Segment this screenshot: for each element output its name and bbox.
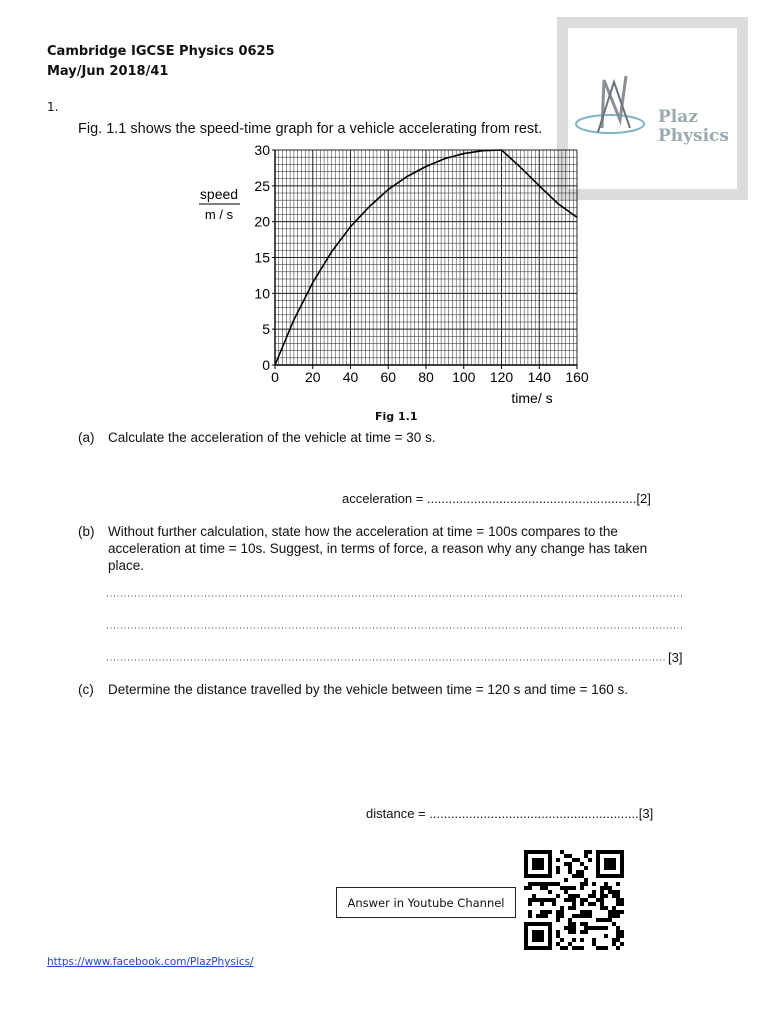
part-b-line1: Without further calculation, state how the acceleration at time = 100s compares to the (108, 524, 618, 539)
logo-text: Plaz Physics (658, 107, 729, 146)
x-tick-label: 60 (380, 369, 397, 385)
y-tick-label: 10 (254, 285, 270, 302)
qr-code-icon[interactable] (521, 850, 627, 950)
y-tick-label: 30 (254, 142, 270, 158)
x-tick-label: 20 (304, 369, 321, 385)
x-tick-label: 160 (565, 369, 589, 385)
part-a-text: Calculate the acceleration of the vehicle at time = 30 s. (108, 430, 436, 445)
y-tick-label: 15 (254, 249, 270, 266)
figure-caption: Fig 1.1 (375, 410, 418, 423)
x-axis-label: time/ s (511, 390, 553, 406)
header-session: May/Jun 2018/41 (47, 64, 169, 79)
distance-answer-line[interactable]: distance = ..........................................................[3] (366, 806, 654, 821)
acceleration-answer-line[interactable]: acceleration = ..........................................................[2] (342, 491, 651, 506)
part-a-label: (a) (78, 430, 95, 445)
header-course: Cambridge IGCSE Physics 0625 (47, 44, 275, 59)
x-tick-label: 100 (452, 369, 476, 385)
y-tick-label: 25 (254, 177, 270, 194)
part-b-marks: [3] (668, 650, 683, 665)
speed-time-chart (190, 140, 610, 410)
part-c (78, 681, 698, 701)
x-tick-label: 120 (489, 369, 514, 385)
part-c-text: Determine the distance travelled by the vehicle between time = 120 s and time = 160 s. (108, 682, 629, 697)
y-axis-label-top: speed (199, 186, 239, 202)
x-tick-label: 80 (418, 369, 434, 385)
answer-youtube-box[interactable]: Answer in Youtube Channel (336, 887, 516, 918)
part-b-line2: acceleration at time = 10s. Suggest, in terms of force, a reason why any change has taken (108, 541, 648, 556)
part-c-label: (c) (78, 682, 94, 697)
question-intro: Fig. 1.1 shows the speed-time graph for a vehicle accelerating from rest. (78, 121, 543, 137)
part-b-answer-lines[interactable] (107, 590, 687, 670)
part-b-line3: place. (108, 558, 145, 573)
y-axis-label-bottom: m / s (204, 207, 234, 222)
facebook-link[interactable]: https://www.facebook.com/PlazPhysics/ (47, 956, 254, 968)
x-tick-label: 40 (342, 369, 359, 385)
part-a (78, 429, 698, 449)
y-tick-label: 5 (262, 321, 270, 338)
y-tick-label: 20 (254, 213, 270, 230)
x-tick-label: 140 (527, 369, 551, 385)
question-number: 1. (47, 100, 59, 114)
part-b (78, 523, 698, 579)
y-tick-label: 0 (262, 357, 270, 373)
part-b-label: (b) (78, 524, 95, 539)
x-tick-label: 0 (271, 369, 279, 385)
